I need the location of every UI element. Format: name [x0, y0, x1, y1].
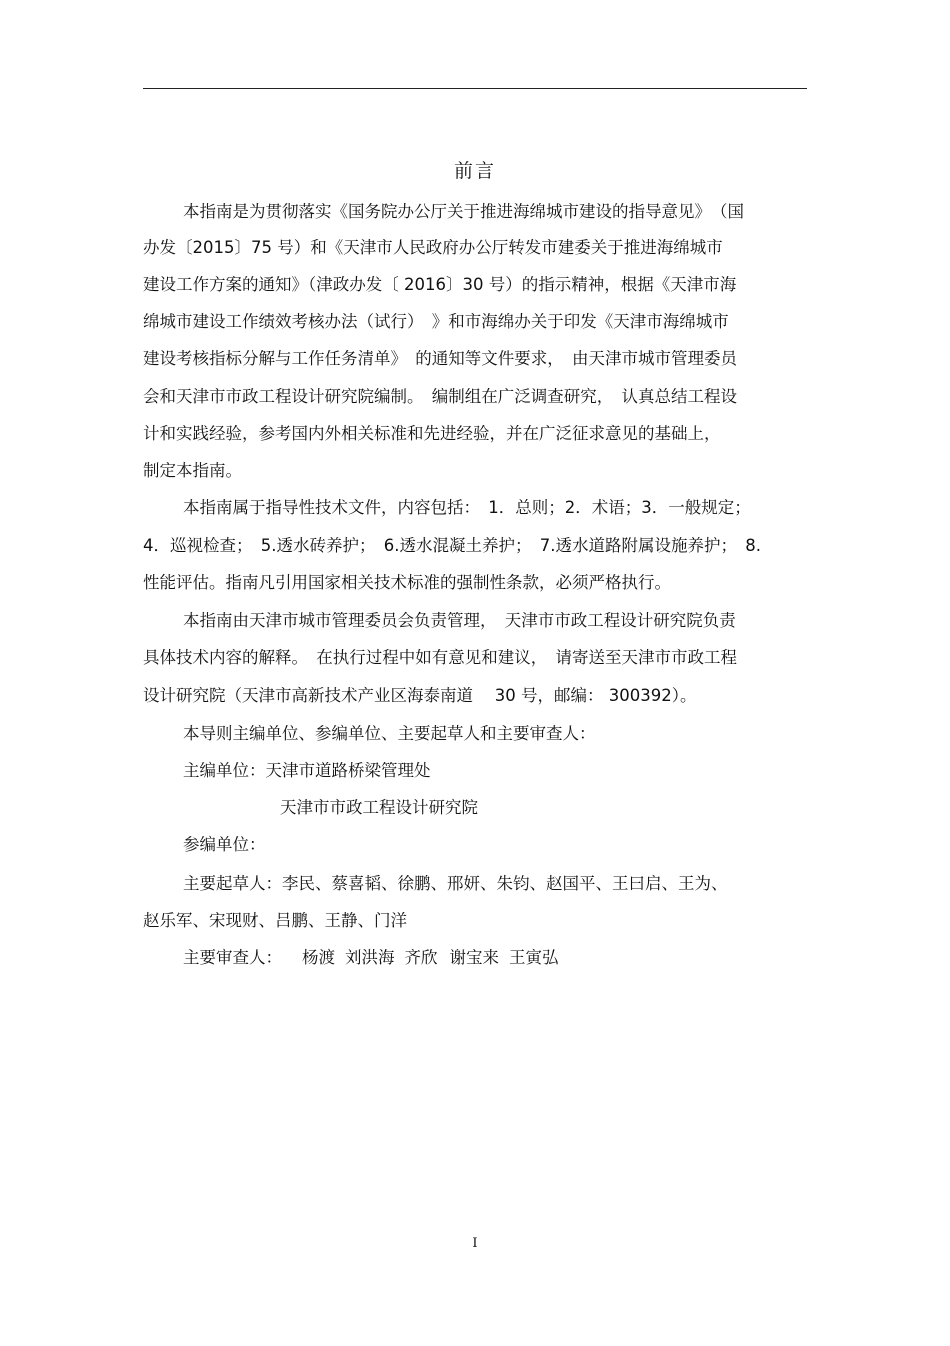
- p1-line-4: 绵城市建设工作绩效考核办法（试行） 》和市海绵办关于印发《天津市海绵城市: [143, 312, 729, 331]
- participating-units-label: 参编单位：: [183, 835, 266, 854]
- chief-unit-1: 天津市道路桥梁管理处: [265, 761, 431, 780]
- p1-line-8: 制定本指南。: [143, 461, 242, 480]
- reviewers-line: [183, 947, 559, 969]
- p1-line-2: 办发〔2015〕75 号）和《天津市人民政府办公厅转发市建委关于推进海绵城市: [143, 238, 723, 257]
- p1-line-7: 计和实践经验，参考国内外相关标准和先进经验，并在广泛征求意见的基础上，: [143, 424, 721, 443]
- drafters-line-1: 主要起草人：李民、蔡喜韬、徐鹏、邢妍、朱钧、赵国平、王曰启、王为、: [183, 874, 728, 893]
- reviewer-name: 谢宝来: [449, 948, 499, 967]
- reviewer-name: 王寅弘: [509, 948, 559, 967]
- chief-unit-2: 天津市市政工程设计研究院: [280, 798, 478, 817]
- p3-line-3: 设计研究院（天津市高新技术产业区海泰南道 30 号，邮编： 300392）。: [143, 686, 697, 705]
- chief-units-label: 主编单位：: [183, 761, 266, 780]
- p2-line-2: 4．巡视检查； 5.透水砖养护； 6.透水混凝土养护； 7.透水道路附属设施养护； 8.: [143, 536, 761, 555]
- reviewer-name: 杨渡: [302, 948, 335, 967]
- page-number: I: [472, 1236, 478, 1251]
- reviewer-name: 刘洪海: [345, 948, 395, 967]
- chief-units-line: [183, 760, 431, 782]
- header-rule: [143, 88, 807, 89]
- reviewers-label: 主要审查人：: [183, 948, 282, 967]
- p1-line-1: 本指南是为贯彻落实《国务院办公厅关于推进海绵城市建设的指导意见》 （国: [183, 202, 744, 221]
- p3-line-1: 本指南由天津市城市管理委员会负责管理， 天津市市政工程设计研究院负责: [183, 611, 736, 630]
- p1-line-5: 建设考核指标分解与工作任务清单》 的通知等文件要求， 由天津市城市管理委员: [143, 349, 737, 368]
- p2-line-3: 性能评估。指南凡引用国家相关技术标准的强制性条款，必须严格执行。: [143, 573, 671, 592]
- p1-line-6: 会和天津市市政工程设计研究院编制。 编制组在广泛调查研究， 认真总结工程设: [143, 387, 737, 406]
- drafters-line-2: 赵乐军、宋现财、吕鹏、王静、门洋: [143, 911, 407, 930]
- p3-line-2: 具体技术内容的解释。 在执行过程中如有意见和建议， 请寄送至天津市市政工程: [143, 648, 737, 667]
- page-title: 前言: [453, 160, 496, 182]
- p1-line-3: 建设工作方案的通知》（津政办发〔 2016〕30 号）的指示精神，根据《天津市海: [143, 275, 737, 294]
- units-intro: 本导则主编单位、参编单位、主要起草人和主要审查人：: [183, 724, 596, 743]
- p2-line-1: 本指南属于指导性技术文件，内容包括： 1．总则；2．术语；3．一般规定；: [183, 498, 751, 517]
- reviewer-name: 齐欣: [404, 948, 438, 967]
